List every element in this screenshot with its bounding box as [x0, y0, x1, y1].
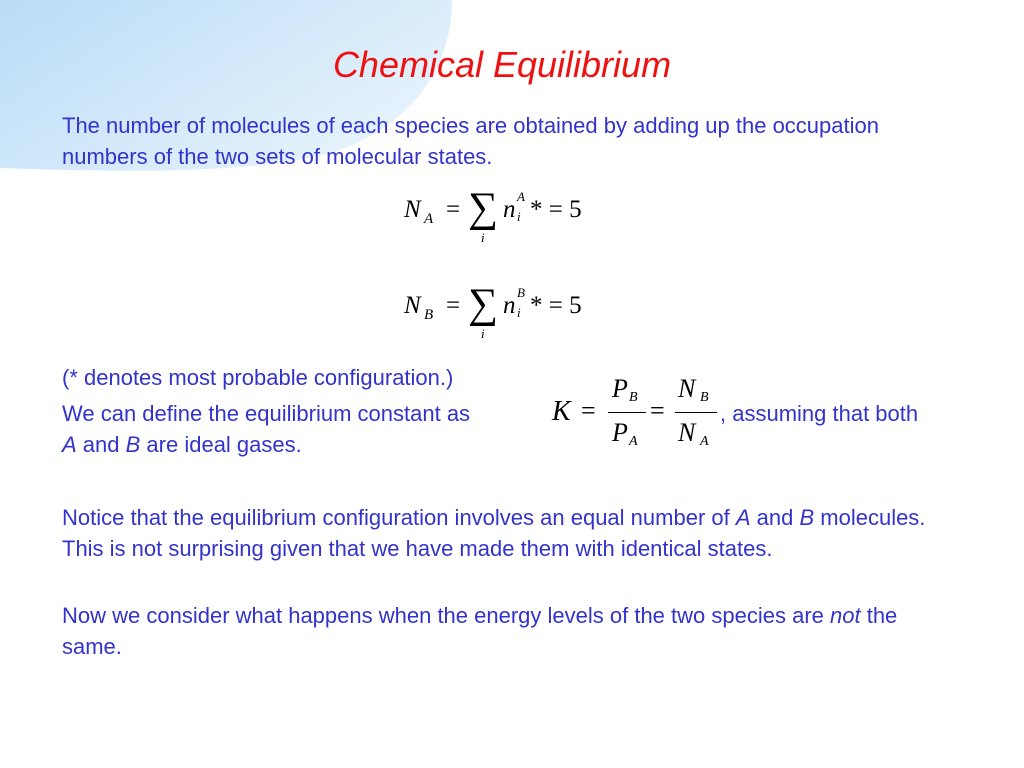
n-denominator: N [678, 418, 696, 447]
eq-const-text: We can define the equilibrium constant as [62, 401, 471, 426]
now-paragraph [62, 600, 962, 662]
nb-sum-index: i [481, 326, 485, 341]
na-n-subscript: i [517, 209, 521, 224]
n-numerator: N [678, 374, 696, 403]
k-symbol: K [552, 396, 571, 427]
nb-equals: = [446, 292, 461, 319]
na-result: * = 5 [530, 196, 582, 223]
nb-sum-symbol: ∑ [468, 281, 498, 327]
now-text-1: Now we consider what happens when the energy levels of the two species are [62, 603, 830, 628]
p-denominator: P [612, 418, 628, 447]
now-text-2: the same. [62, 603, 898, 659]
ideal-rest: are ideal gases. [140, 432, 302, 457]
k-equals-1: = [581, 396, 596, 425]
p-denominator-subscript: A [629, 434, 638, 449]
notice-text-2: molecules. This is not surprising given that we have made them with identical states. [62, 505, 926, 561]
nb-subscript: B [424, 307, 434, 323]
now-not: not [830, 603, 861, 628]
n-fraction-bar [675, 412, 717, 413]
slide-title: Chemical Equilibrium [332, 44, 672, 85]
ideal-and: and [76, 432, 126, 457]
n-denominator-subscript: A [700, 434, 709, 449]
note-paragraph: (* denotes most probable configuration.) [62, 365, 454, 390]
na-sum-symbol: ∑ [468, 185, 498, 231]
p-fraction-bar [608, 412, 646, 413]
k-equals-2: = [650, 396, 665, 425]
equation-na [404, 185, 604, 250]
nb-result: * = 5 [530, 292, 582, 319]
species-b: B [125, 432, 141, 457]
notice-paragraph [62, 502, 952, 564]
na-equals: = [446, 196, 461, 223]
na-symbol: N [404, 196, 421, 223]
notice-text-1: Notice that the equilibrium configuration involves an equal number of [62, 505, 736, 530]
p-numerator-subscript: B [629, 390, 638, 405]
p-numerator: P [612, 374, 628, 403]
equation-nb [404, 281, 604, 346]
na-sum-index: i [481, 230, 485, 245]
intro-paragraph: The number of molecules of each species are obtained by adding up the occupation numbers of the two sets of molecular states. [62, 113, 879, 169]
na-subscript: A [424, 211, 434, 227]
ideal-gases-line [62, 429, 662, 460]
notice-species-a: A [735, 505, 751, 530]
notice-species-b: B [799, 505, 815, 530]
nb-symbol: N [404, 292, 421, 319]
nb-n: n [503, 292, 516, 319]
species-a: A [62, 432, 77, 457]
n-numerator-subscript: B [700, 390, 709, 405]
na-superscript: A [517, 189, 525, 204]
nb-n-subscript: i [517, 305, 521, 320]
nb-superscript: B [517, 285, 525, 300]
eq-const-tail: , assuming that both [720, 401, 919, 426]
notice-and: and [750, 505, 800, 530]
na-n: n [503, 196, 516, 223]
